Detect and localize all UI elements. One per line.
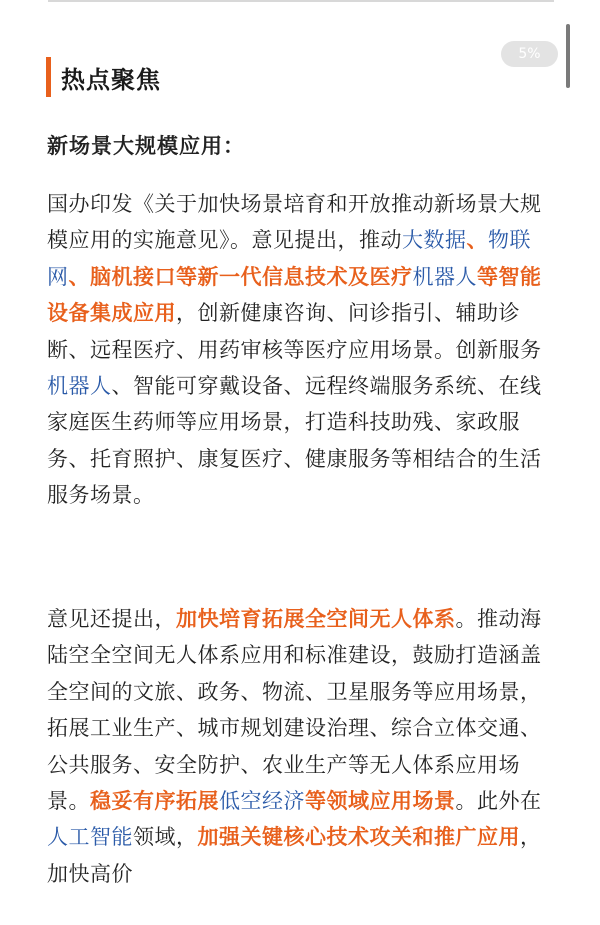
keyword-link[interactable]: 机器人 <box>412 264 477 289</box>
highlight-text: 加快培育拓展全空间无人体系 <box>176 607 456 631</box>
body-text: 。推动海陆空全空间无人体系应用和标准建设，鼓励打造涵盖全空间的文旅、政务、物流、卫星服务等应用场景，拓展工业生产、城市规划建设治理、综合立体交通、公共服务、安全防护、农业生产等无人体系应用场景。 <box>47 607 542 814</box>
scrollbar-thumb[interactable] <box>566 24 570 88</box>
highlight-text: 、 <box>466 228 488 253</box>
body-text: 领域， <box>133 825 198 850</box>
keyword-link[interactable]: 机器人 <box>47 374 112 399</box>
paragraph-1 <box>47 186 559 514</box>
section-accent-bar <box>46 57 51 97</box>
highlight-text: 等领域应用场景 <box>305 789 456 814</box>
highlight-text: 加强关键核心技术攻关和推广应用 <box>197 825 520 850</box>
keyword-link[interactable]: 低空经济 <box>219 789 305 814</box>
section-title: 热点聚焦 <box>61 65 161 94</box>
highlight-text: 、 <box>68 264 90 289</box>
body-text: 国办印发《关于加快场景培育和开放推动新场景大规模应用的实施意见》。意见提出，推动 <box>47 192 542 253</box>
body-text: 意见还提出， <box>47 607 176 631</box>
keyword-link[interactable]: 大数据 <box>402 228 467 253</box>
keyword-link[interactable]: 人工智能 <box>47 825 133 850</box>
body-text: ，创新健康咨询、问诊指引、辅助诊断、远程医疗、用药审核等医疗应用场景。创新服务 <box>47 301 542 362</box>
body-text: 、智能可穿戴设备、远程终端服务系统、在线家庭医生药师等应用场景，打造科技助残、家政服务、托育照护、康复医疗、健康服务等相结合的生活服务场景。 <box>47 374 542 508</box>
subheading: 新场景大规模应用： <box>47 134 245 158</box>
body-text: 。此外在 <box>455 789 542 814</box>
body-text: ，加快高价 <box>47 825 542 886</box>
highlight-text: 等智能设备集成应用 <box>47 264 542 326</box>
reading-progress-badge: 5% <box>501 41 558 67</box>
keyword-link[interactable]: 物联网 <box>47 228 531 289</box>
highlight-text: 稳妥有序拓展 <box>90 789 219 814</box>
paragraph-2 <box>47 601 559 892</box>
top-divider <box>48 0 554 2</box>
highlight-text: 脑机接口等新一代信息技术及医疗 <box>90 264 413 289</box>
section-header <box>46 56 161 98</box>
